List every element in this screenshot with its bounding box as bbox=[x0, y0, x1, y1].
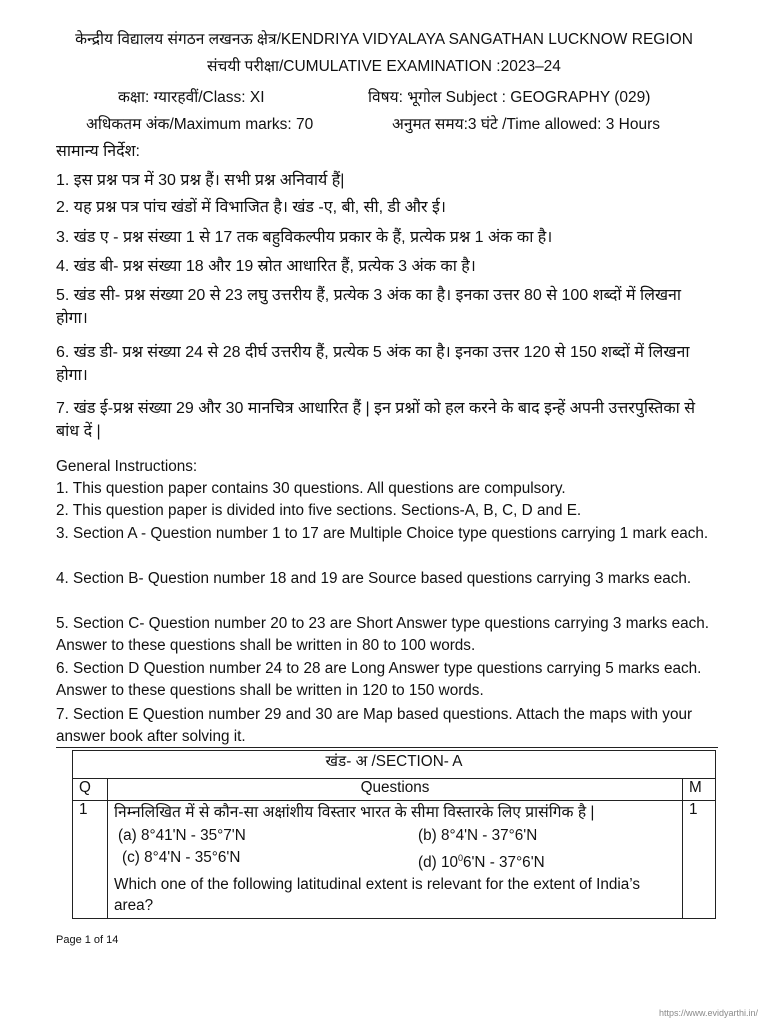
question-hindi-text: निम्नलिखित में से कौन-सा अक्षांशीय विस्तार भारत के सीमा विस्तारके लिए प्रासंगिक है | bbox=[114, 804, 595, 821]
general-instruction-6: 6. Section D Question number 24 to 28 are Long Answer type questions carrying 5 marks each. Answer to these questions shall be written in 120 to 150 words. bbox=[56, 660, 702, 700]
section-title: खंड- अ /SECTION- A bbox=[73, 751, 716, 779]
option-c: (c) 8°4'N - 35°6'N bbox=[122, 849, 241, 866]
general-instruction-2: 2. This question paper is divided into five sections. Sections-A, B, C, D and E. bbox=[56, 502, 582, 519]
hindi-instruction-6: 6. खंड डी- प्रश्न संख्या 24 से 28 दीर्घ उत्तरीय हैं, प्रत्येक 5 अंक का है। इनका उत्तर 120 से 150 शब्दों में लिखना होगा। bbox=[56, 344, 690, 384]
hindi-instruction-1: 1. इस प्रश्न पत्र में 30 प्रश्न हैं। सभी प्रश्न अनिवार्य हैं| bbox=[56, 172, 345, 189]
column-header-questions: Questions bbox=[108, 779, 683, 801]
hindi-instruction-5: 5. खंड सी- प्रश्न संख्या 20 से 23 लघु उत्तरीय हैं, प्रत्येक 3 अंक का है। इनका उत्तर 80 से 100 शब्दों में लिखना होगा। bbox=[56, 287, 682, 327]
question-marks: 1 bbox=[683, 801, 716, 919]
table-row bbox=[73, 801, 716, 919]
hindi-instructions-title: सामान्य निर्देश: bbox=[56, 143, 140, 160]
exam-title: संचयी परीक्षा/CUMULATIVE EXAMINATION :2023–24 bbox=[207, 58, 561, 75]
question-english-text: Which one of the following latitudinal extent is relevant for the extent of India’s area? bbox=[114, 876, 641, 915]
general-instruction-4: 4. Section B- Question number 18 and 19 are Source based questions carrying 3 marks each. bbox=[56, 570, 692, 587]
general-instruction-3: 3. Section A - Question number 1 to 17 are Multiple Choice type questions carrying 1 mark each. bbox=[56, 525, 709, 542]
general-instruction-7: 7. Section E Question number 29 and 30 are Map based questions. Attach the maps with your answer book after solving it. bbox=[56, 706, 693, 746]
question-cell bbox=[108, 801, 683, 919]
options-row-ab bbox=[114, 825, 676, 847]
general-instruction-5: 5. Section C- Question number 20 to 23 are Short Answer type questions carrying 3 marks each. Answer to these questions shall be written in 80 to 100 words. bbox=[56, 615, 710, 655]
page-number: Page 1 of 14 bbox=[56, 934, 119, 946]
column-header-m: M bbox=[683, 779, 716, 801]
hindi-instruction-3: 3. खंड ए - प्रश्न संख्या 1 से 17 तक बहुविकल्पीय प्रकार के हैं, प्रत्येक प्रश्न 1 अंक का है। bbox=[56, 229, 553, 246]
max-marks: अधिकतम अंक/Maximum marks: 70 bbox=[86, 116, 314, 133]
general-instructions-title: General Instructions: bbox=[56, 458, 198, 475]
class-label: कक्षा: ग्यारहवीं/Class: XI bbox=[118, 89, 265, 106]
option-a: (a) 8°41'N - 35°7'N bbox=[118, 827, 246, 844]
hindi-instruction-4: 4. खंड बी- प्रश्न संख्या 18 और 19 स्रोत आधारित हैं, प्रत्येक 3 अंक का है। bbox=[56, 258, 476, 275]
column-header-q: Q bbox=[73, 779, 108, 801]
watermark: https://www.evidyarthi.in/ bbox=[658, 1008, 758, 1018]
header-title: केन्द्रीय विद्यालय संगठन लखनऊ क्षेत्र/KENDRIYA VIDYALAYA SANGATHAN LUCKNOW REGION bbox=[75, 31, 693, 48]
hindi-instruction-7: 7. खंड ई-प्रश्न संख्या 29 और 30 मानचित्र आधारित हैं | इन प्रश्नों को हल करने के बाद इन्हें अपनी उत्तरपुस्तिका से बांध दें | bbox=[56, 400, 696, 440]
option-d: (d) $10^06'N - 37^\circ 6'N$ bbox=[418, 853, 545, 872]
hindi-instruction-2: 2. यह प्रश्न पत्र पांच खंडों में विभाजित है। खंड -ए, बी, सी, डी और ई। bbox=[56, 199, 446, 216]
section-a-table bbox=[72, 750, 716, 919]
divider-rule bbox=[56, 747, 718, 748]
time-allowed: अनुमत समय:3 घंटे /Time allowed: 3 Hours bbox=[392, 116, 661, 133]
question-number: 1 bbox=[73, 801, 108, 919]
general-instruction-1: 1. This question paper contains 30 questions. All questions are compulsory. bbox=[56, 480, 566, 497]
subject-label: विषय: भूगोल Subject : GEOGRAPHY (029) bbox=[368, 89, 651, 106]
option-b: (b) 8°4'N - 37°6'N bbox=[418, 827, 538, 844]
options-row-cd bbox=[114, 847, 676, 874]
